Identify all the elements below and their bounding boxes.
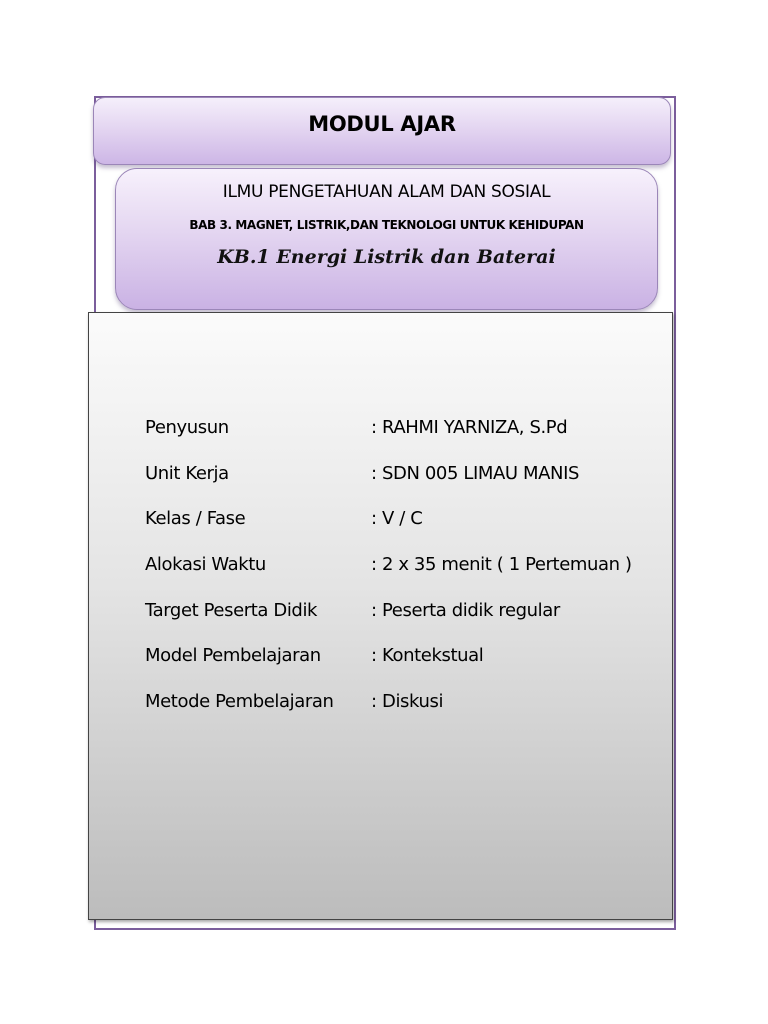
info-row-work-unit — [145, 451, 665, 497]
info-label: Kelas / Fase — [145, 508, 246, 530]
info-row-target-students — [145, 587, 665, 633]
subject-heading: ILMU PENGETAHUAN ALAM DAN SOSIAL — [222, 182, 551, 202]
lesson-heading: KB.1 Energi Listrik dan Baterai — [217, 246, 556, 268]
info-row-class-phase — [145, 496, 665, 542]
info-label: Metode Pembelajaran — [145, 690, 334, 712]
info-value: : RAHMI YARNIZA, S.Pd — [371, 417, 568, 439]
info-value: : 2 x 35 menit ( 1 Pertemuan ) — [371, 554, 632, 576]
title-banner — [93, 97, 671, 165]
info-panel — [88, 312, 673, 920]
chapter-heading: BAB 3. MAGNET, LISTRIK,DAN TEKNOLOGI UNTUK KEHIDUPAN — [189, 218, 584, 232]
info-label: Unit Kerja — [145, 462, 229, 484]
info-value: : V / C — [371, 508, 423, 530]
module-title: MODUL AJAR — [308, 112, 456, 136]
info-row-learning-method — [145, 679, 665, 725]
info-value: : Kontekstual — [371, 645, 484, 667]
info-row-time-allocation — [145, 542, 665, 588]
info-label: Model Pembelajaran — [145, 645, 321, 667]
info-table — [145, 405, 665, 724]
subject-banner — [115, 168, 658, 310]
info-label: Alokasi Waktu — [145, 554, 266, 576]
info-value: : Peserta didik regular — [371, 599, 560, 621]
info-label: Target Peserta Didik — [145, 599, 318, 621]
info-value: : Diskusi — [371, 690, 444, 712]
info-row-author — [145, 405, 665, 451]
info-value: : SDN 005 LIMAU MANIS — [371, 462, 580, 484]
info-label: Penyusun — [145, 417, 229, 439]
info-row-learning-model — [145, 633, 665, 679]
